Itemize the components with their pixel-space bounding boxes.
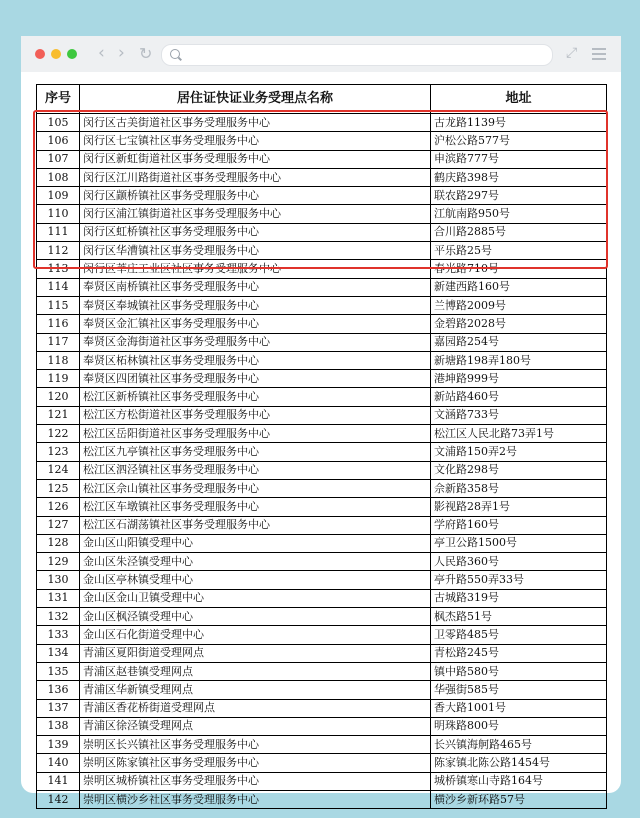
row-address: 联农路297号 — [431, 187, 607, 205]
table-row — [37, 370, 607, 388]
row-number: 118 — [37, 351, 80, 369]
table-row — [37, 681, 607, 699]
row-number: 116 — [37, 315, 80, 333]
close-window-icon[interactable] — [35, 49, 45, 59]
table-row — [37, 772, 607, 790]
row-name: 闵行区颛桥镇社区事务受理服务中心 — [80, 187, 431, 205]
row-name: 松江区岳阳街道社区事务受理服务中心 — [80, 425, 431, 443]
row-name: 闵行区莘庄工业区社区事务受理服务中心 — [80, 260, 431, 278]
row-name: 金山区亭林镇受理中心 — [80, 571, 431, 589]
row-address: 兰博路2009号 — [431, 296, 607, 314]
row-address: 港坤路999号 — [431, 370, 607, 388]
row-address: 新站路460号 — [431, 388, 607, 406]
row-number: 107 — [37, 150, 80, 168]
row-number: 139 — [37, 736, 80, 754]
row-number: 111 — [37, 223, 80, 241]
row-name: 松江区佘山镇社区事务受理服务中心 — [80, 479, 431, 497]
row-address: 春光路710号 — [431, 260, 607, 278]
row-number: 131 — [37, 589, 80, 607]
row-name: 崇明区陈家镇社区事务受理服务中心 — [80, 754, 431, 772]
row-number: 114 — [37, 278, 80, 296]
table-header-row — [37, 85, 607, 114]
row-number: 129 — [37, 553, 80, 571]
row-number: 113 — [37, 260, 80, 278]
row-name: 闵行区江川路街道社区事务受理服务中心 — [80, 168, 431, 186]
row-name: 松江区方松街道社区事务受理服务中心 — [80, 406, 431, 424]
search-icon — [170, 49, 180, 59]
row-name: 青浦区赵巷镇受理网点 — [80, 662, 431, 680]
table-row — [37, 260, 607, 278]
reload-icon[interactable]: ↻ — [139, 44, 153, 63]
row-address: 陈家镇北陈公路1454号 — [431, 754, 607, 772]
row-number: 108 — [37, 168, 80, 186]
row-address: 长兴镇海舸路465号 — [431, 736, 607, 754]
table-row — [37, 662, 607, 680]
row-number: 122 — [37, 425, 80, 443]
row-address: 城桥镇寒山寺路164号 — [431, 772, 607, 790]
row-number: 112 — [37, 242, 80, 260]
row-number: 117 — [37, 333, 80, 351]
row-address: 古城路319号 — [431, 589, 607, 607]
row-number: 140 — [37, 754, 80, 772]
table-row — [37, 479, 607, 497]
table-row — [37, 498, 607, 516]
table-row — [37, 351, 607, 369]
row-name: 金山区山阳镇受理中心 — [80, 534, 431, 552]
row-name: 闵行区虹桥镇社区事务受理服务中心 — [80, 223, 431, 241]
row-number: 124 — [37, 461, 80, 479]
row-number: 134 — [37, 644, 80, 662]
header-number: 序号 — [37, 85, 80, 114]
row-address: 香大路1001号 — [431, 699, 607, 717]
table-row — [37, 315, 607, 333]
row-number: 136 — [37, 681, 80, 699]
row-address: 文涵路733号 — [431, 406, 607, 424]
row-address: 学府路160号 — [431, 516, 607, 534]
row-number: 132 — [37, 608, 80, 626]
row-number: 110 — [37, 205, 80, 223]
row-address: 卫零路485号 — [431, 626, 607, 644]
row-number: 135 — [37, 662, 80, 680]
row-name: 崇明区横沙乡社区事务受理服务中心 — [80, 790, 431, 808]
table-row — [37, 516, 607, 534]
table-row — [37, 736, 607, 754]
table-row — [37, 608, 607, 626]
table-row — [37, 754, 607, 772]
address-bar[interactable] — [161, 44, 553, 66]
row-name: 奉贤区金汇镇社区事务受理服务中心 — [80, 315, 431, 333]
row-name: 松江区新桥镇社区事务受理服务中心 — [80, 388, 431, 406]
table-row — [37, 790, 607, 808]
table-row — [37, 406, 607, 424]
row-address: 平乐路25号 — [431, 242, 607, 260]
row-address: 影视路28弄1号 — [431, 498, 607, 516]
row-number: 130 — [37, 571, 80, 589]
row-number: 127 — [37, 516, 80, 534]
expand-icon[interactable]: ⤢ — [566, 45, 578, 61]
row-number: 126 — [37, 498, 80, 516]
row-address: 镇中路580号 — [431, 662, 607, 680]
row-name: 奉贤区柘林镇社区事务受理服务中心 — [80, 351, 431, 369]
table-row — [37, 571, 607, 589]
table-row — [37, 461, 607, 479]
row-address: 枫杰路51号 — [431, 608, 607, 626]
row-number: 128 — [37, 534, 80, 552]
row-name: 崇明区城桥镇社区事务受理服务中心 — [80, 772, 431, 790]
row-number: 106 — [37, 132, 80, 150]
row-number: 123 — [37, 443, 80, 461]
row-address: 申滨路777号 — [431, 150, 607, 168]
back-arrow-icon[interactable]: ‹ — [98, 43, 105, 63]
row-name: 奉贤区南桥镇社区事务受理服务中心 — [80, 278, 431, 296]
row-number: 109 — [37, 187, 80, 205]
row-name: 闵行区华漕镇社区事务受理服务中心 — [80, 242, 431, 260]
table-row — [37, 553, 607, 571]
row-name: 奉贤区四团镇社区事务受理服务中心 — [80, 370, 431, 388]
row-number: 137 — [37, 699, 80, 717]
table-row — [37, 296, 607, 314]
row-address: 佘新路358号 — [431, 479, 607, 497]
row-name: 松江区车墩镇社区事务受理服务中心 — [80, 498, 431, 516]
row-number: 133 — [37, 626, 80, 644]
row-address: 文浦路150弄2号 — [431, 443, 607, 461]
row-address: 合川路2885号 — [431, 223, 607, 241]
table-row — [37, 150, 607, 168]
row-name: 奉贤区金海街道社区事务受理服务中心 — [80, 333, 431, 351]
service-points-table — [36, 84, 607, 809]
row-address: 鹤庆路398号 — [431, 168, 607, 186]
row-address: 沪松公路577号 — [431, 132, 607, 150]
maximize-window-icon[interactable] — [67, 49, 77, 59]
row-name: 青浦区华新镇受理网点 — [80, 681, 431, 699]
row-address: 青松路245号 — [431, 644, 607, 662]
row-number: 120 — [37, 388, 80, 406]
row-name: 崇明区长兴镇社区事务受理服务中心 — [80, 736, 431, 754]
row-number: 125 — [37, 479, 80, 497]
header-name: 居住证快证业务受理点名称 — [80, 85, 431, 114]
row-address: 亭升路550弄33号 — [431, 571, 607, 589]
table-row — [37, 425, 607, 443]
table-row — [37, 205, 607, 223]
row-name: 闵行区浦江镇街道社区事务受理服务中心 — [80, 205, 431, 223]
row-name: 闵行区新虹街道社区事务受理服务中心 — [80, 150, 431, 168]
row-name: 松江区石湖荡镇社区事务受理服务中心 — [80, 516, 431, 534]
table-row — [37, 242, 607, 260]
table-row — [37, 388, 607, 406]
row-number: 105 — [37, 114, 80, 132]
row-number: 121 — [37, 406, 80, 424]
table-row — [37, 168, 607, 186]
browser-window — [21, 36, 621, 806]
row-name: 金山区朱泾镇受理中心 — [80, 553, 431, 571]
row-name: 金山区石化街道受理中心 — [80, 626, 431, 644]
row-name: 金山区枫泾镇受理中心 — [80, 608, 431, 626]
row-address: 松江区人民北路73弄1号 — [431, 425, 607, 443]
table-row — [37, 717, 607, 735]
table-row — [37, 278, 607, 296]
row-name: 松江区九亭镇社区事务受理服务中心 — [80, 443, 431, 461]
row-number: 119 — [37, 370, 80, 388]
row-number: 141 — [37, 772, 80, 790]
row-name: 青浦区香花桥街道受理网点 — [80, 699, 431, 717]
table-row — [37, 534, 607, 552]
row-address: 金碧路2028号 — [431, 315, 607, 333]
table-row — [37, 114, 607, 132]
table-row — [37, 644, 607, 662]
row-name: 闵行区古美街道社区事务受理服务中心 — [80, 114, 431, 132]
row-number: 142 — [37, 790, 80, 808]
row-name: 青浦区夏阳街道受理网点 — [80, 644, 431, 662]
row-name: 金山区金山卫镇受理中心 — [80, 589, 431, 607]
row-name: 奉贤区奉城镇社区事务受理服务中心 — [80, 296, 431, 314]
minimize-window-icon[interactable] — [51, 49, 61, 59]
document-page — [36, 84, 607, 809]
table-row — [37, 187, 607, 205]
row-address: 古龙路1139号 — [431, 114, 607, 132]
row-address: 新塘路198弄180号 — [431, 351, 607, 369]
header-address: 地址 — [431, 85, 607, 114]
table-row — [37, 626, 607, 644]
row-address: 文化路298号 — [431, 461, 607, 479]
row-number: 138 — [37, 717, 80, 735]
table-row — [37, 223, 607, 241]
row-address: 明珠路800号 — [431, 717, 607, 735]
row-address: 横沙乡新环路57号 — [431, 790, 607, 808]
table-row — [37, 589, 607, 607]
table-row — [37, 333, 607, 351]
row-address: 嘉园路254号 — [431, 333, 607, 351]
row-name: 青浦区徐泾镇受理网点 — [80, 717, 431, 735]
row-name: 闵行区七宝镇社区事务受理服务中心 — [80, 132, 431, 150]
row-number: 115 — [37, 296, 80, 314]
table-row — [37, 132, 607, 150]
menu-icon[interactable] — [592, 48, 606, 63]
row-address: 亭卫公路1500号 — [431, 534, 607, 552]
row-address: 新建西路160号 — [431, 278, 607, 296]
forward-arrow-icon[interactable]: › — [118, 43, 125, 63]
row-name: 松江区泗泾镇社区事务受理服务中心 — [80, 461, 431, 479]
table-row — [37, 699, 607, 717]
row-address: 人民路360号 — [431, 553, 607, 571]
row-address: 华强街585号 — [431, 681, 607, 699]
browser-toolbar — [21, 36, 621, 72]
row-address: 江航南路950号 — [431, 205, 607, 223]
table-row — [37, 443, 607, 461]
